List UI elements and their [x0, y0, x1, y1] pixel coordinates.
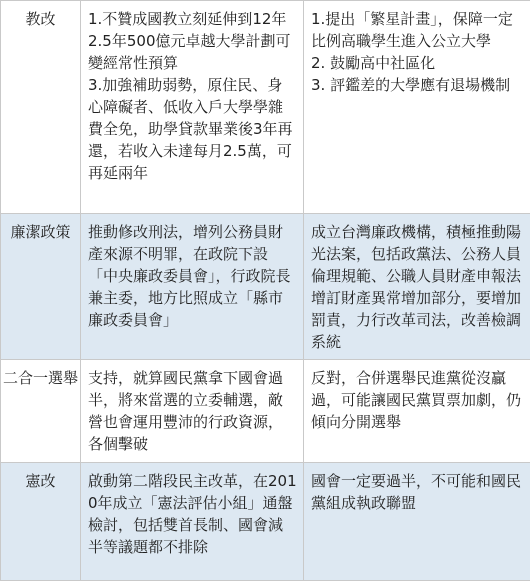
- dpp-position-cell: [304, 214, 530, 360]
- topic-cell: 憲改: [1, 463, 81, 581]
- table-row-combined-election: [1, 360, 530, 463]
- dpp-point: 2. 鼓勵高中社區化: [311, 52, 524, 74]
- dpp-point: 1.提出「繁星計畫」，保障一定比例高職學生進入公立大學: [311, 8, 524, 52]
- table-row-constitutional-reform: [1, 463, 530, 581]
- kmt-position-cell: [81, 214, 304, 360]
- kmt-position-cell: [81, 360, 304, 463]
- kmt-point: 2.5年500億元卓越大學計劃可變經常性預算: [88, 30, 297, 74]
- dpp-point: 3. 評鑑差的大學應有退場機制: [311, 74, 524, 96]
- table-row-education: [1, 1, 530, 214]
- topic-cell: 教改: [1, 1, 81, 214]
- kmt-position-cell: [81, 1, 304, 214]
- table-row-integrity: [1, 214, 530, 360]
- kmt-point: 1.不贊成國教立刻延伸到12年: [88, 8, 297, 30]
- kmt-position-cell: [81, 463, 304, 581]
- dpp-position-cell: [304, 360, 530, 463]
- dpp-position-cell: [304, 1, 530, 214]
- kmt-point: 推動修改刑法，增列公務員財產來源不明罪，在政院下設「中央廉政委員會」，行政院長兼主委，地方比照成立「縣市廉政委員會」: [88, 221, 297, 331]
- kmt-point: 3.加強補助弱勢，原住民、身心障礙者、低收入戶大學學雜費全免，助學貸款畢業後3年再還，若收入未達每月2.5萬，可再延兩年: [88, 74, 297, 184]
- dpp-position-cell: [304, 463, 530, 581]
- topic-cell: 二合一選舉: [1, 360, 81, 463]
- kmt-point: 支持，就算國民黨拿下國會過半，將來當選的立委輔選，敵營也會運用豐沛的行政資源，各個擊破: [88, 367, 297, 455]
- dpp-point: 國會一定要過半，不可能和國民黨組成執政聯盟: [311, 470, 524, 514]
- dpp-point: 成立台灣廉政機構，積極推動陽光法案，包括政黨法、公務人員倫理規範、公職人員財產申報法增訂財產異常增加部分，要增加罰責，力行改革司法，改善檢調系統: [311, 221, 524, 353]
- dpp-point: 反對，合併選舉民進黨從沒贏過，可能讓國民黨買票加劇，仍傾向分開選舉: [311, 367, 524, 433]
- kmt-point: 啟動第二階段民主改革，在2010年成立「憲法評估小組」通盤檢討，包括雙首長制、國會減半等議題都不排除: [88, 470, 297, 558]
- topic-cell: 廉潔政策: [1, 214, 81, 360]
